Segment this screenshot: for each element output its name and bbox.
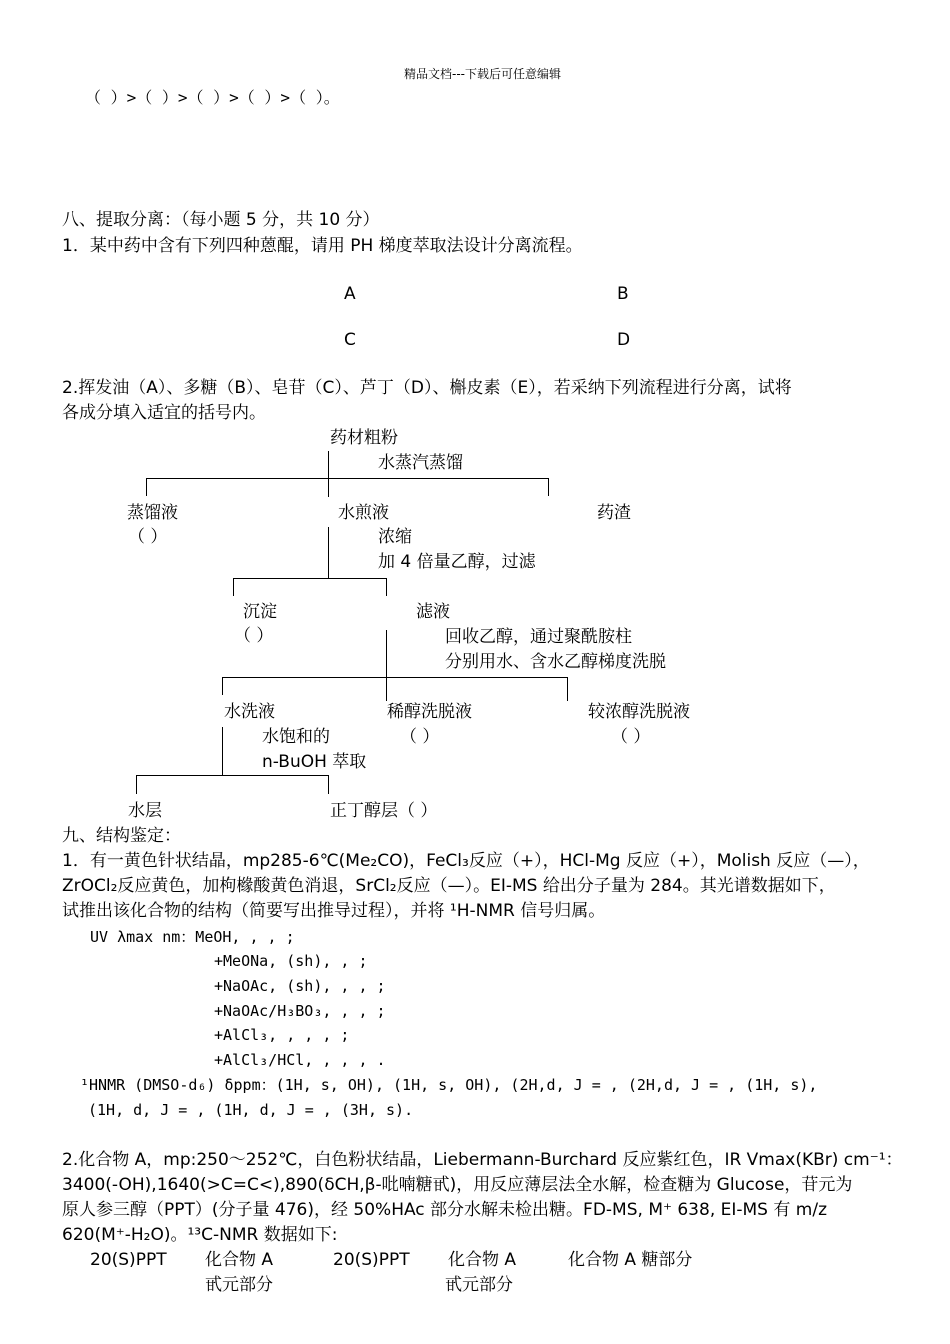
table-subheader-aglycone-2: 甙元部分	[445, 1275, 513, 1295]
flow-connector	[136, 775, 329, 776]
section9-title: 九、结构鉴定：	[62, 826, 181, 846]
table-header-compound-a-2: 化合物 A	[448, 1250, 517, 1270]
uv-line-naoac-h3bo3: +NaOAc/H₃BO₃, , , ;	[214, 1002, 386, 1020]
flow-step2b: 加 4 倍量乙醇，过滤	[378, 552, 536, 572]
section9-q1-line3: 试推出该化合物的结构（简要写出推导过程），并将 ¹H-NMR 信号归属。	[62, 901, 606, 921]
flow-connector	[222, 677, 223, 695]
flow-filtrate: 滤液	[416, 602, 450, 622]
structure-label-d: D	[617, 330, 631, 350]
flow-connector	[328, 451, 329, 497]
section9-q1-line1: 1．有一黄色针状结晶，mp285-6℃(Me₂CO)，FeCl₃反应（+），HCl-Mg 反应（+），Molish 反应（—），	[62, 851, 870, 871]
flow-connector	[146, 478, 147, 496]
section8-title: 八、提取分离：（每小题 5 分，共 10 分）	[62, 210, 380, 230]
table-header-ppt-2: 20(S)PPT	[333, 1250, 410, 1270]
uv-line-meona: +MeONa, (sh), , ;	[214, 952, 368, 970]
flow-connector	[386, 578, 387, 596]
structure-label-c: C	[344, 330, 356, 350]
hnmr-line1: ¹HNMR (DMSO-d₆) δppm：(1H, s, OH), (1H, s, OH), (2H,d, J = , (2H,d, J = , (1H, s),	[80, 1076, 818, 1094]
flow-connector	[136, 775, 137, 794]
flow-residue: 药渣	[597, 503, 631, 523]
section9-q2-line2: 3400(-OH),1640(>C=C<),890(δCH,β-吡喃糖甙)，用反应薄层法全水解，检查糖为 Glucose，苷元为	[62, 1175, 853, 1195]
section9-q2-line3: 原人参三醇（PPT）(分子量 476)，经 50%HAc 部分水解未检出糖。FD-MS, M⁺ 638, EI-MS 有 m/z	[62, 1200, 827, 1220]
order-blanks: （ ）>（ ）>（ ）>（ ）>（ ）。	[85, 88, 340, 107]
flow-connector	[567, 677, 568, 701]
uv-line-alcl3: +AlCl₃, , , , ;	[214, 1026, 350, 1044]
flow-step2a: 浓缩	[378, 527, 412, 547]
flow-connector	[328, 775, 329, 794]
uv-line-alcl3-hcl: +AlCl₃/HCl, , , , .	[214, 1051, 386, 1069]
section9-q1-line2: ZrOCl₂反应黄色，加枸橼酸黄色消退，SrCl₂反应（—）。EI-MS 给出分子量为 284。其光谱数据如下，	[62, 876, 836, 896]
structure-label-b: B	[617, 284, 629, 304]
flow-step1: 水蒸汽蒸馏	[378, 453, 463, 473]
flow-connector	[233, 578, 234, 596]
flow-connector	[548, 478, 549, 496]
table-header-compound-a-1: 化合物 A	[205, 1250, 274, 1270]
flow-connector	[233, 578, 387, 579]
flow-connector	[222, 727, 223, 775]
flow-step3b: 分别用水、含水乙醇梯度洗脱	[445, 652, 666, 672]
flow-water-wash: 水洗液	[224, 702, 275, 722]
section9-q2-line4: 620(M⁺-H₂O)。¹³C-NMR 数据如下:	[62, 1225, 338, 1245]
flow-precipitate: 沉淀	[243, 602, 277, 622]
flow-connector	[328, 527, 329, 578]
hnmr-line2: (1H, d, J = , (1H, d, J = , (3H, s).	[88, 1101, 414, 1119]
flow-step3a: 回收乙醇，通过聚酰胺柱	[445, 627, 632, 647]
flow-blank-dilute: （ ）	[400, 727, 440, 747]
table-header-sugar-part: 化合物 A 糖部分	[568, 1250, 693, 1270]
flow-connector	[386, 630, 387, 701]
flow-butanol-layer: 正丁醇层（ ）	[330, 801, 438, 821]
flow-step4a: 水饱和的	[262, 727, 330, 747]
flow-conc-elute: 较浓醇洗脱液	[588, 702, 690, 722]
section8-q2-line1: 2.挥发油（A）、多糖（B）、皂苷（C）、芦丁（D）、槲皮素（E），若采纳下列流程进行分离，试将	[62, 378, 792, 398]
flow-blank-precipitate: （ ）	[234, 626, 274, 646]
table-header-ppt-1: 20(S)PPT	[90, 1250, 167, 1270]
uv-line-naoac: +NaOAc, (sh), , , ;	[214, 977, 386, 995]
flow-distillate: 蒸馏液	[127, 503, 178, 523]
section8-q2-line2: 各成分填入适宜的括号内。	[62, 403, 266, 423]
flow-connector	[222, 677, 568, 678]
uv-line-meoh: UV λmax nm：MeOH, , , ;	[90, 928, 295, 946]
flow-water-layer: 水层	[128, 801, 162, 821]
page-header: 精品文档---下载后可任意编辑	[404, 67, 561, 81]
table-subheader-aglycone-1: 甙元部分	[205, 1275, 273, 1295]
structure-label-a: A	[344, 284, 356, 304]
flow-step4b: n-BuOH 萃取	[262, 752, 367, 772]
flow-blank-distillate: （ ）	[128, 527, 168, 547]
section8-q1-text: 1．某中药中含有下列四种蒽醌，请用 PH 梯度萃取法设计分离流程。	[62, 236, 583, 256]
flow-connector	[146, 478, 549, 479]
flow-root: 药材粗粉	[330, 428, 398, 448]
section9-q2-line1: 2.化合物 A，mp:250～252℃，白色粉状结晶，Liebermann-Burchard 反应紫红色，IR Vmax(KBr) cm⁻¹：	[62, 1150, 903, 1170]
flow-decoction: 水煎液	[338, 503, 389, 523]
flow-blank-conc: （ ）	[611, 727, 651, 747]
flow-dilute-elute: 稀醇洗脱液	[387, 702, 472, 722]
